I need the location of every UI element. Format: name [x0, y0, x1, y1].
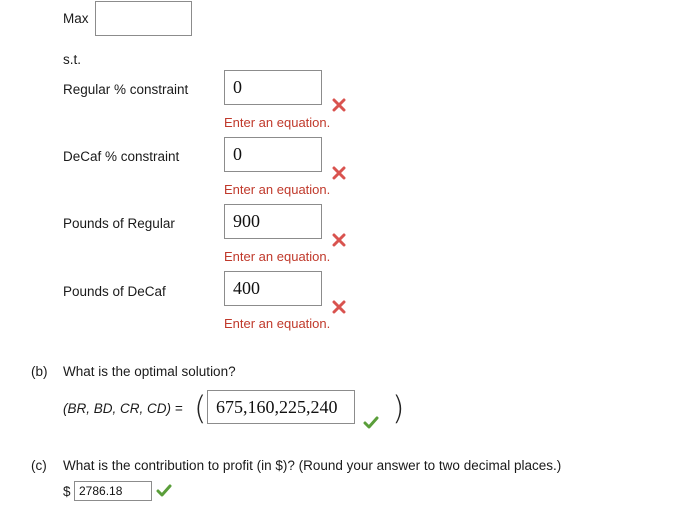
- optimal-solution-input[interactable]: 675,160,225,240: [207, 390, 355, 424]
- constraint-error-pounds-regular: Enter an equation.: [224, 249, 331, 264]
- objective-input[interactable]: [95, 1, 192, 36]
- error-x-icon: [332, 166, 346, 180]
- constraint-input-pounds-decaf[interactable]: 400: [224, 271, 322, 306]
- currency-symbol: $: [63, 484, 71, 499]
- part-b-lhs: (BR, BD, CR, CD) =: [63, 401, 183, 416]
- constraint-input-decaf-pct[interactable]: 0: [224, 137, 322, 172]
- objective-label: Max: [63, 11, 89, 26]
- part-c-marker: (c): [31, 458, 47, 473]
- check-icon: [363, 416, 379, 430]
- part-c-question: What is the contribution to profit (in $)? (Round your answer to two decimal places.): [63, 458, 562, 473]
- constraint-label-decaf-pct: DeCaf % constraint: [63, 149, 180, 164]
- right-paren: ): [392, 389, 405, 427]
- error-x-icon: [332, 98, 346, 112]
- profit-input[interactable]: 2786.18: [74, 481, 152, 501]
- check-icon: [156, 484, 172, 498]
- st-label: s.t.: [63, 52, 82, 67]
- part-b-question: What is the optimal solution?: [63, 364, 236, 379]
- constraint-input-pounds-regular[interactable]: 900: [224, 204, 322, 239]
- error-x-icon: [332, 300, 346, 314]
- left-paren: (: [194, 389, 207, 427]
- constraint-label-pounds-regular: Pounds of Regular: [63, 216, 175, 231]
- part-b-marker: (b): [31, 364, 48, 379]
- constraint-label-pounds-decaf: Pounds of DeCaf: [63, 284, 166, 299]
- constraint-input-regular-pct[interactable]: 0: [224, 70, 322, 105]
- error-x-icon: [332, 233, 346, 247]
- constraint-error-decaf-pct: Enter an equation.: [224, 182, 331, 197]
- constraint-label-regular-pct: Regular % constraint: [63, 82, 189, 97]
- constraint-error-pounds-decaf: Enter an equation.: [224, 316, 331, 331]
- constraint-error-regular-pct: Enter an equation.: [224, 115, 331, 130]
